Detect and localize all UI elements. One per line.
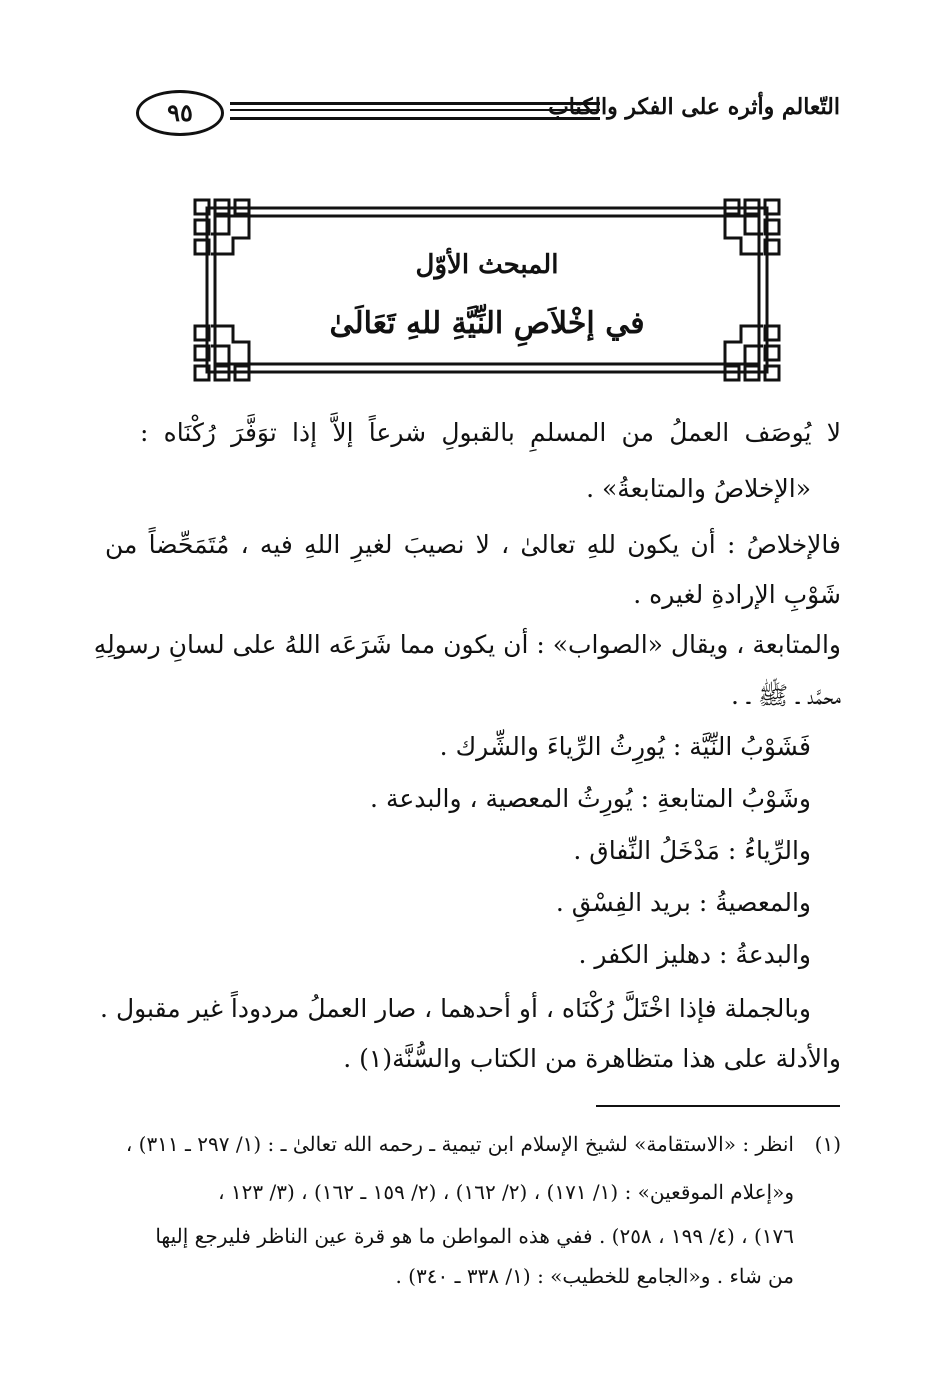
section-title: المبحث الأوّل <box>415 250 559 280</box>
footnote-line-2: و«إعلام الموقعين» : (١/ ١٧١) ، (٢/ ١٦٢) ، (٢/ ١٥٩ ـ ١٦٢) ، (٣/ ١٢٣ ، <box>218 1180 794 1204</box>
body-line-11: والبدعةُ : دهليز الكفر . <box>578 940 811 969</box>
header-rule <box>230 102 600 120</box>
footnote-line-3: ١٧٦) ، (٤/ ١٩٩ ، ٢٥٨) . ففي هذه المواطن ما هو قرة عين الناظر فليرجع إليها <box>155 1224 794 1248</box>
ornamental-border <box>193 198 781 382</box>
footnote-number: (١) <box>814 1132 841 1156</box>
body-line-1: لا يُوصَف العملُ من المسلمِ بالقبولِ شرعاً إلاَّ إذا توَفَّرَ رُكْنَاه : <box>140 418 841 447</box>
footnote-line-4: من شاء . و«الجامع للخطيب» : (١/ ٣٣٨ ـ ٣٤٠) . <box>395 1264 794 1288</box>
body-line-6: محمَّد ـ ﷺ ـ . <box>731 681 841 710</box>
running-title: التّعالم وأثره على الفكر والكتاب <box>548 94 840 120</box>
body-line-2: «الإخلاصُ والمتابعةُ» . <box>586 474 811 503</box>
body-line-3: فالإخلاصُ : أن يكون للهِ تعالىٰ ، لا نصيبَ لغيرِ اللهِ فيه ، مُتَمَحِّضاً من <box>105 530 841 559</box>
section-title-frame <box>193 198 781 382</box>
body-line-8: وشَوْبُ المتابعةِ : يُورِثُ المعصية ، والبدعة . <box>370 784 811 813</box>
body-line-13: والأدلة على هذا متظاهرة من الكتاب والسُّنَّة(١) . <box>343 1044 841 1073</box>
body-line-9: والرِّياءُ : مَدْخَلُ النِّفاق . <box>573 836 811 865</box>
page-number: ٩٥ <box>136 90 224 136</box>
body-line-12: وبالجملة فإذا اخْتَلَّ رُكْنَاه ، أو أحدهما ، صار العملُ مردوداً غير مقبول . <box>100 994 811 1023</box>
footnote-rule <box>596 1105 840 1107</box>
body-line-4: شَوْبِ الإرادةِ لغيره . <box>633 580 841 609</box>
section-subtitle: في إخْلاَصِ النِّيَّةِ للهِ تَعَالَىٰ <box>329 306 645 341</box>
footnote-line-1: انظر : «الاستقامة» لشيخ الإسلام ابن تيمية ـ رحمه الله تعالىٰ ـ : (١/ ٢٩٧ ـ ٣١١) ، <box>125 1132 794 1156</box>
body-line-10: والمعصيةُ : بريد الفِسْقِ . <box>555 888 811 917</box>
body-line-7: فَشَوْبُ النِّيَّة : يُورِثُ الرِّياءَ والشِّرك . <box>439 732 811 761</box>
body-line-5: والمتابعة ، ويقال «الصواب» : أن يكون مما شَرَعَه اللهُ على لسانِ رسولِهِ <box>93 630 841 659</box>
page-header <box>130 86 840 136</box>
